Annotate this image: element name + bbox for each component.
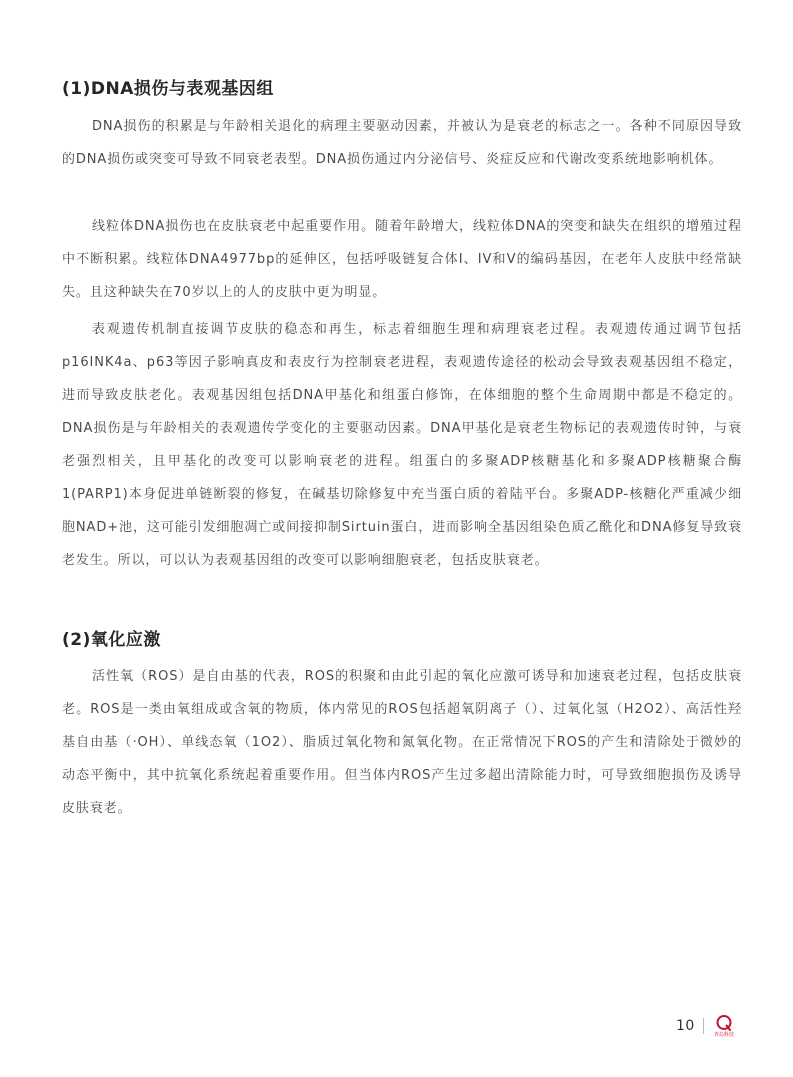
logo-text: 青岛科技 <box>713 1032 734 1038</box>
section-title-dna-damage: (1)DNA损伤与表观基因组 <box>62 79 274 99</box>
paragraph-mitochondrial-dna: 线粒体DNA损伤也在皮肤衰老中起重要作用。随着年龄增大，线粒体DNA的突变和缺失在组织的增殖过程中不断积累。线粒体DNA4977bp的延伸区，包括呼吸链复合体I、IV和V的编码基因，在老年人皮肤中经常缺失。且这种缺失在70岁以上的人的皮肤中更为明显。 <box>62 219 742 300</box>
paragraph-ros: 活性氧（ROS）是自由基的代表，ROS的积聚和由此引起的氧化应激可诱导和加速衰老过程，包括皮肤衰老。ROS是一类由氧组成或含氧的物质，体内常见的ROS包括超氧阴离子（）、过氧化氢（H2O2）、高活性羟基自由基（·OH）、单线态氧（1O2）、脂质过氧化物和氮氧化物。在正常情况下ROS的产生和清除处于微妙的动态平衡中，其中抗氧化系统起着重要作用。但当体内ROS产生过多超出清除能力时，可导致细胞损伤及诱导皮肤衰老。 <box>62 669 742 816</box>
paragraph-epigenetics: 表观遗传机制直接调节皮肤的稳态和再生，标志着细胞生理和病理衰老过程。表观遗传通过调节包括p16INK4a、p63等因子影响真皮和表皮行为控制衰老进程，表观遗传途径的松动会导致表观基因组不稳定，进而导致皮肤老化。表观基因组包括DNA甲基化和组蛋白修饰，在体细胞的整个生命周期中都是不稳定的。DNA损伤是与年龄相关的表观遗传学变化的主要驱动因素。DNA甲基化是衰老生物标记的表观遗传时钟，与衰老强烈相关，且甲基化的改变可以影响衰老的进程。组蛋白的多聚ADP核糖基化和多聚ADP核糖聚合酶1(PARP1)本身促进单链断裂的修复，在碱基切除修复中充当蛋白质的着陆平台。多聚ADP-核糖化严重减少细胞NAD+池，这可能引发细胞凋亡或间接抑制Sirtuin蛋白，进而影响全基因组染色质乙酰化和DNA修复导致衰老发生。所以，可以认为表观基因组的改变可以影响细胞衰老，包括皮肤衰老。 <box>62 322 742 568</box>
paragraph-dna-damage-intro: DNA损伤的积累是与年龄相关退化的病理主要驱动因素，并被认为是衰老的标志之一。各种不同原因导致的DNA损伤或突变可导致不同衰老表型。DNA损伤通过内分泌信号、炎症反应和代谢改变系统地影响机体。 <box>62 119 742 167</box>
section-title-oxidative-stress: (2)氧化应激 <box>62 630 161 650</box>
page-footer <box>676 1014 737 1038</box>
footer-divider <box>703 1018 704 1034</box>
q-logo-icon <box>711 1014 737 1038</box>
page-number: 10 <box>676 1018 695 1034</box>
